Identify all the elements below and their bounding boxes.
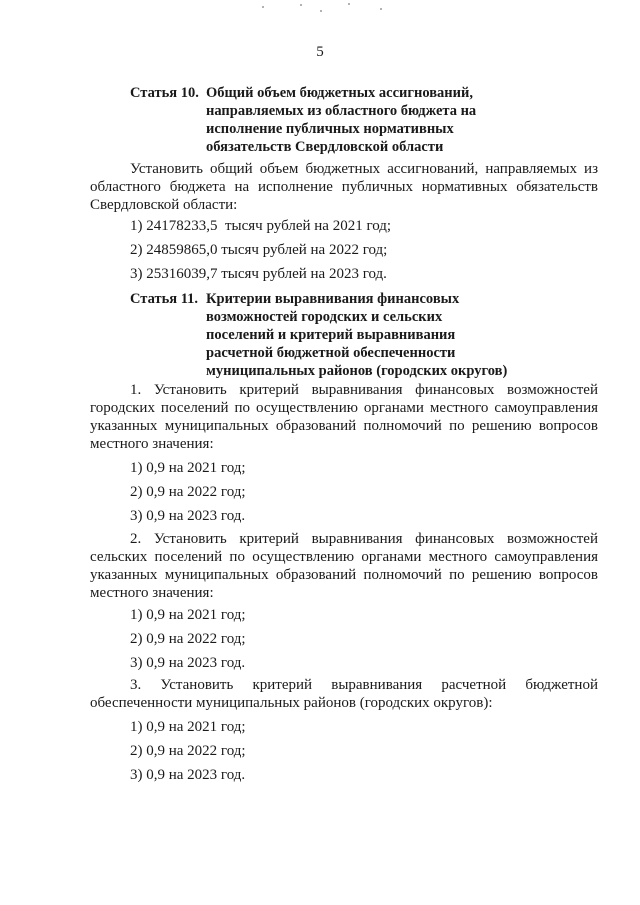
paragraph-3-body: 3. Установить критерий выравнивания расчетной бюджетной обеспеченности муниципальных районов (городских округов):	[90, 677, 598, 711]
article-11-label: Статья 11.	[130, 291, 199, 307]
article-10-heading	[130, 84, 477, 155]
article-10-item-2: 2) 24859865,0 тысяч рублей на 2022 год;	[130, 242, 388, 258]
article-11-title-line: поселений и критерий выравнивания	[206, 327, 456, 343]
scan-speck	[348, 3, 350, 5]
paragraph-1-body: 1. Установить критерий выравнивания финансовых возможностей городских поселений по осуществлению органами местного самоуправления указанных муниципальных образований полномочий по решению вопросов местного значения:	[90, 382, 598, 452]
article-11-heading	[130, 290, 508, 379]
article-10-title-line: исполнение публичных нормативных	[206, 121, 454, 137]
article-11-paragraph-3	[90, 676, 598, 712]
article-11-title-line: Критерии выравнивания финансовых	[206, 291, 460, 307]
scan-speck	[262, 6, 264, 8]
paragraph-2-item-2: 2) 0,9 на 2022 год;	[130, 631, 246, 647]
paragraph-1-item-2: 2) 0,9 на 2022 год;	[130, 484, 246, 500]
article-11-paragraph-2	[90, 530, 598, 602]
article-11-title-line: возможностей городских и сельских	[206, 309, 443, 325]
article-11-paragraph-1	[90, 381, 598, 453]
paragraph-2-item-1: 1) 0,9 на 2021 год;	[130, 607, 246, 623]
paragraph-2-item-3: 3) 0,9 на 2023 год.	[130, 655, 246, 671]
article-10-title-line: направляемых из областного бюджета на	[206, 103, 477, 119]
article-11-title	[206, 290, 507, 380]
page-number: 5	[316, 44, 324, 60]
paragraph-3-item-2: 2) 0,9 на 2022 год;	[130, 743, 246, 759]
article-10-label: Статья 10.	[130, 85, 199, 101]
article-11-title-line: муниципальных районов (городских округов)	[206, 363, 508, 379]
article-11-title-line: расчетной бюджетной обеспеченности	[206, 345, 456, 361]
scan-speck	[380, 8, 382, 10]
scan-speck	[300, 4, 302, 6]
article-10-item-3: 3) 25316039,7 тысяч рублей на 2023 год.	[130, 266, 387, 282]
article-10-text	[90, 160, 598, 214]
paragraph-2-body: 2. Установить критерий выравнивания финансовых возможностей сельских поселений по осуществлению органами местного самоуправления указанных муниципальных образований полномочий по решению вопросов местного значения:	[90, 531, 598, 601]
article-10-item-1: 1) 24178233,5 тысяч рублей на 2021 год;	[130, 218, 392, 234]
article-10-title-line: Общий объем бюджетных ассигнований,	[206, 85, 473, 101]
scan-speck	[320, 10, 322, 12]
article-10-text-body: Установить общий объем бюджетных ассигнований, направляемых из областного бюджета на исполнение публичных нормативных обязательств Свердловской области:	[90, 161, 598, 213]
article-10-title-line: обязательств Свердловской области	[206, 139, 444, 155]
paragraph-3-item-1: 1) 0,9 на 2021 год;	[130, 719, 246, 735]
paragraph-1-item-1: 1) 0,9 на 2021 год;	[130, 460, 246, 476]
paragraph-3-item-3: 3) 0,9 на 2023 год.	[130, 767, 246, 783]
article-10-title	[206, 84, 476, 156]
paragraph-1-item-3: 3) 0,9 на 2023 год.	[130, 508, 246, 524]
